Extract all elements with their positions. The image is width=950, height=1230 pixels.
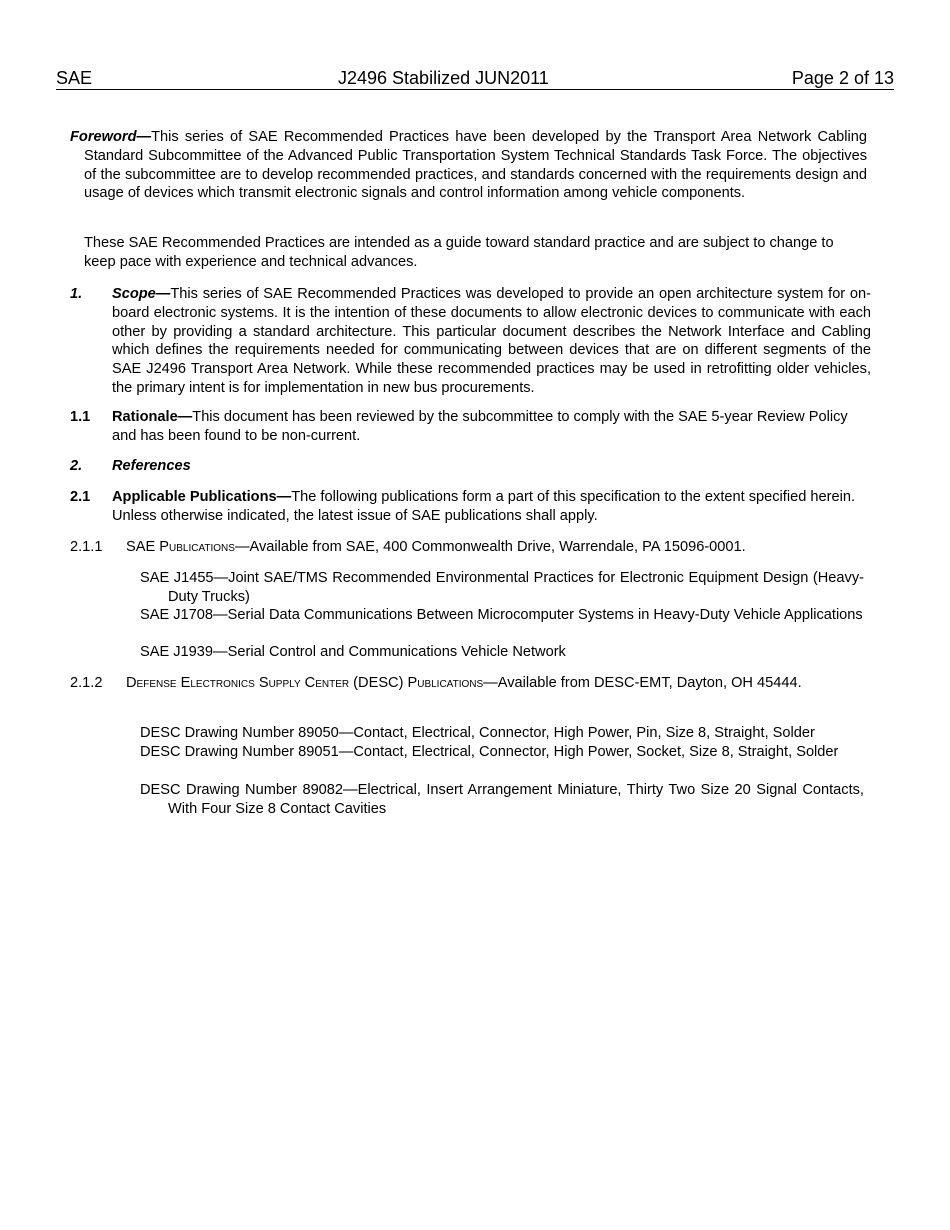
foreword-paragraph-2: These SAE Recommended Practices are intended as a guide toward standard practice and are subject to change to keep pace with experience and technical advances.: [84, 235, 834, 270]
rationale-label: Rationale—: [112, 409, 193, 425]
foreword-text: This series of SAE Recommended Practices have been developed by the Transport Area Network Cabling Standard Subcommittee of the Advanced Public Transportation System Technical Standards Task Force. The objectives of the subcommittee are to develop recommended practices, and standards concerned with the requirements design and usage of devices which transmit electronic signals and control information among vehicle components.: [84, 129, 867, 202]
sae-publications-text: —Available from SAE, 400 Commonwealth Drive, Warrendale, PA 15096-0001.: [234, 539, 746, 555]
section-1-1-number: 1.1: [70, 409, 91, 425]
page-header: [56, 67, 894, 90]
foreword-label: Foreword—: [70, 129, 152, 145]
rationale-text: This document has been reviewed by the subcommittee to comply with the SAE 5-year Review Policy and has been found to be non-current.: [112, 409, 848, 444]
foreword-paragraph: [70, 128, 867, 203]
reference-item: DESC Drawing Number 89082—Electrical, Insert Arrangement Miniature, Thirty Two Size 20 Signal Contacts, With Four Size 8 Contact Cavities: [140, 782, 864, 817]
reference-item: DESC Drawing Number 89050—Contact, Electrical, Connector, High Power, Pin, Size 8, Straight, Solder: [140, 725, 815, 741]
applicable-text: The following publications form a part of this specification to the extent specified herein. Unless otherwise indicated, the latest issue of SAE publications shall apply.: [112, 489, 856, 524]
section-2-1-1-number: 2.1.1: [70, 539, 103, 555]
reference-item: SAE J1455—Joint SAE/TMS Recommended Environmental Practices for Electronic Equipment Design (Heavy-Duty Trucks): [140, 570, 864, 605]
reference-item: SAE J1939—Serial Control and Communications Vehicle Network: [140, 644, 566, 660]
sae-publications-label: SAE Publications: [126, 539, 235, 555]
references-heading: References: [112, 458, 191, 474]
section-2-number: 2.: [70, 458, 83, 474]
desc-text: —Available from DESC-EMT, Dayton, OH 45444.: [483, 675, 802, 691]
applicable-publications-paragraph: [112, 488, 864, 526]
header-org: SAE: [56, 68, 93, 88]
section-2-1-number: 2.1: [70, 489, 91, 505]
desc-label-2: Publications: [407, 675, 484, 691]
scope-label: Scope—: [112, 286, 171, 302]
scope-text: This series of SAE Recommended Practices was developed to provide an open architecture system for on-board electronic systems. It is the intention of these documents to allow electronic devices to communicate with each other by providing a standard architecture. This particular document describes the Network Interface and Cabling which defines the requirements needed for communicating between devices that are on different segments of the SAE J2496 Transport Area Network. While these recommended practices may be used in retrofitting older vehicles, the primary intent is for implementation in new bus procurements.: [112, 286, 871, 396]
desc-mid: (DESC): [349, 675, 408, 691]
reference-item: DESC Drawing Number 89051—Contact, Electrical, Connector, High Power, Socket, Size 8, Straight, Solder: [140, 744, 839, 760]
sae-publications-paragraph: [126, 538, 746, 557]
section-1-number: 1.: [70, 286, 83, 302]
header-document-id: J2496 Stabilized JUN2011: [338, 68, 549, 88]
desc-label: Defense Electronics Supply Center: [126, 675, 350, 691]
header-page-number: Page 2 of 13: [791, 68, 894, 88]
desc-publications-paragraph: [126, 674, 886, 693]
applicable-label: Applicable Publications—: [112, 489, 292, 505]
rationale-paragraph: [112, 408, 864, 446]
scope-paragraph: [112, 285, 871, 398]
reference-item: SAE J1708—Serial Data Communications Between Microcomputer Systems in Heavy-Duty Vehicle Applications: [140, 607, 863, 623]
section-2-1-2-number: 2.1.2: [70, 675, 103, 691]
